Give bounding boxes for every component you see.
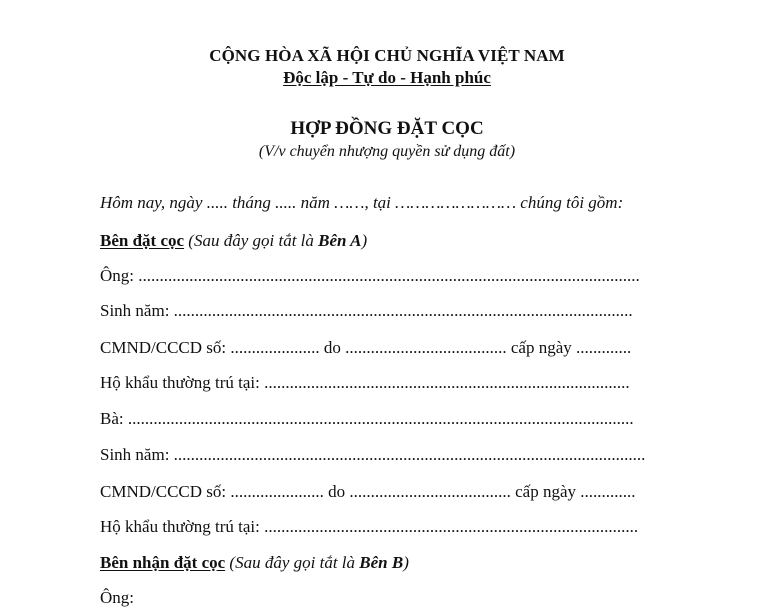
party-b-note: (Sau đây gọi tắt là Bên B): [225, 553, 409, 572]
field-label: Hộ khẩu thường trú tại:: [100, 373, 265, 392]
field-label: Sinh năm:: [100, 445, 174, 464]
field-blank[interactable]: .......................................................................................................................: [127, 409, 634, 428]
field-ong: [100, 266, 640, 286]
intro-line: Hôm nay, ngày ..... tháng ..... năm ……, tại …………………… chúng tôi gồm:: [100, 193, 624, 212]
field-ho-khau-2: [100, 517, 638, 537]
national-motto: Độc lập - Tự do - Hạnh phúc: [283, 68, 491, 87]
field-label: Hộ khẩu thường trú tại:: [100, 517, 265, 536]
party-b-heading: Bên nhận đặt cọc: [100, 553, 226, 572]
field-label: Ông:: [100, 266, 139, 285]
party-a-heading-line: [100, 231, 367, 251]
party-a-heading: Bên đặt cọc: [100, 231, 185, 250]
field-sinh-nam-1: [100, 301, 633, 321]
field-blank[interactable]: ..................... do ...................................... cấp ngày .............: [230, 338, 632, 357]
field-ho-khau-1: [100, 373, 630, 393]
party-a-alias: Bên A: [318, 231, 362, 250]
field-sinh-nam-2: [100, 445, 645, 465]
field-blank[interactable]: ............................................................................................................: [173, 301, 633, 320]
field-cmnd-1: [100, 338, 631, 358]
field-label: Bà:: [100, 409, 128, 428]
contract-subtitle: (V/v chuyển nhượng quyền sử dụng đất): [258, 143, 516, 160]
party-b-alias: Bên B: [359, 553, 404, 572]
national-title: CỘNG HÒA XÃ HỘI CHỦ NGHĨA VIỆT NAM: [209, 46, 565, 65]
field-blank[interactable]: ........................................................................................: [264, 517, 639, 536]
field-label: CMND/CCCD số:: [100, 482, 231, 501]
field-cmnd-2: [100, 482, 636, 502]
contract-title: HỢP ĐỒNG ĐẶT CỌC: [290, 118, 484, 139]
field-blank[interactable]: ...............................................................................................................: [173, 445, 646, 464]
field-blank[interactable]: ......................................................................................................................: [138, 266, 640, 285]
party-b-heading-line: [100, 553, 409, 573]
party-b-partial-line: Ông:: [100, 588, 134, 607]
field-blank[interactable]: ......................................................................................: [264, 373, 630, 392]
party-a-note: (Sau đây gọi tắt là Bên A): [184, 231, 368, 250]
field-blank[interactable]: ...................... do ...................................... cấp ngày .............: [230, 482, 636, 501]
field-label: Sinh năm:: [100, 301, 174, 320]
field-label: CMND/CCCD số:: [100, 338, 231, 357]
field-ba: [100, 409, 634, 429]
